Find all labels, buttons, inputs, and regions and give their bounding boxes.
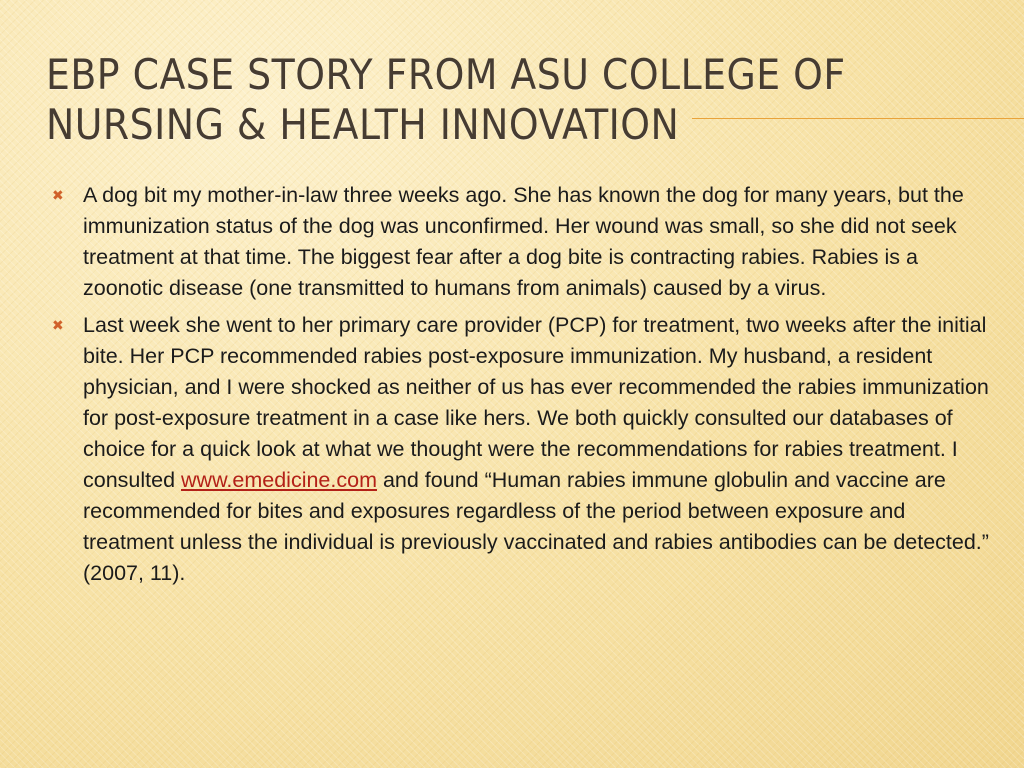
x-mark-icon: ✖ — [52, 317, 64, 333]
bullet-item-pcp-visit — [52, 310, 1000, 589]
x-mark-icon: ✖ — [52, 187, 64, 203]
title-divider-line — [692, 118, 1024, 119]
slide-title-line-2: NURSING & HEALTH INNOVATION — [46, 100, 680, 149]
bullet-text: A dog bit my mother-in-law three weeks ago. She has known the dog for many years, but the immunization status of the dog was unconfirmed. Her wound was small, so she did not seek treatment at that time. The biggest fear after a dog bite is contracting rabies. Rabies is a zoonotic disease (one transmitted to humans from animals) caused by a virus. — [83, 183, 964, 300]
bullet-text-before-link: Last week she went to her primary care provider (PCP) for treatment, two weeks after the initial bite. Her PCP recommended rabies post-exposure immunization. My husband, a resident physician, and I were shocked as neither of us has ever recommended the rabies immunization for post-exposure treatment in a case like hers. We both quickly consulted our databases of choice for a quick look at what we thought were the recommendations for rabies treatment. I consulted — [83, 313, 989, 492]
bullet-text-after-link: and found “Human rabies immune globulin and vaccine are recommended for bites and exposures regardless of the period between exposure and treatment unless the individual is previously vaccinated and rabies antibodies can be detected.” (2007, 11). — [83, 468, 989, 585]
slide-title-line-1: EBP CASE STORY FROM ASU COLLEGE OF — [46, 50, 846, 99]
slide-title — [46, 50, 946, 150]
emedicine-link[interactable]: www.emedicine.com — [181, 468, 377, 492]
bullet-list — [52, 180, 1000, 595]
bullet-item-dog-bite — [52, 180, 1000, 304]
